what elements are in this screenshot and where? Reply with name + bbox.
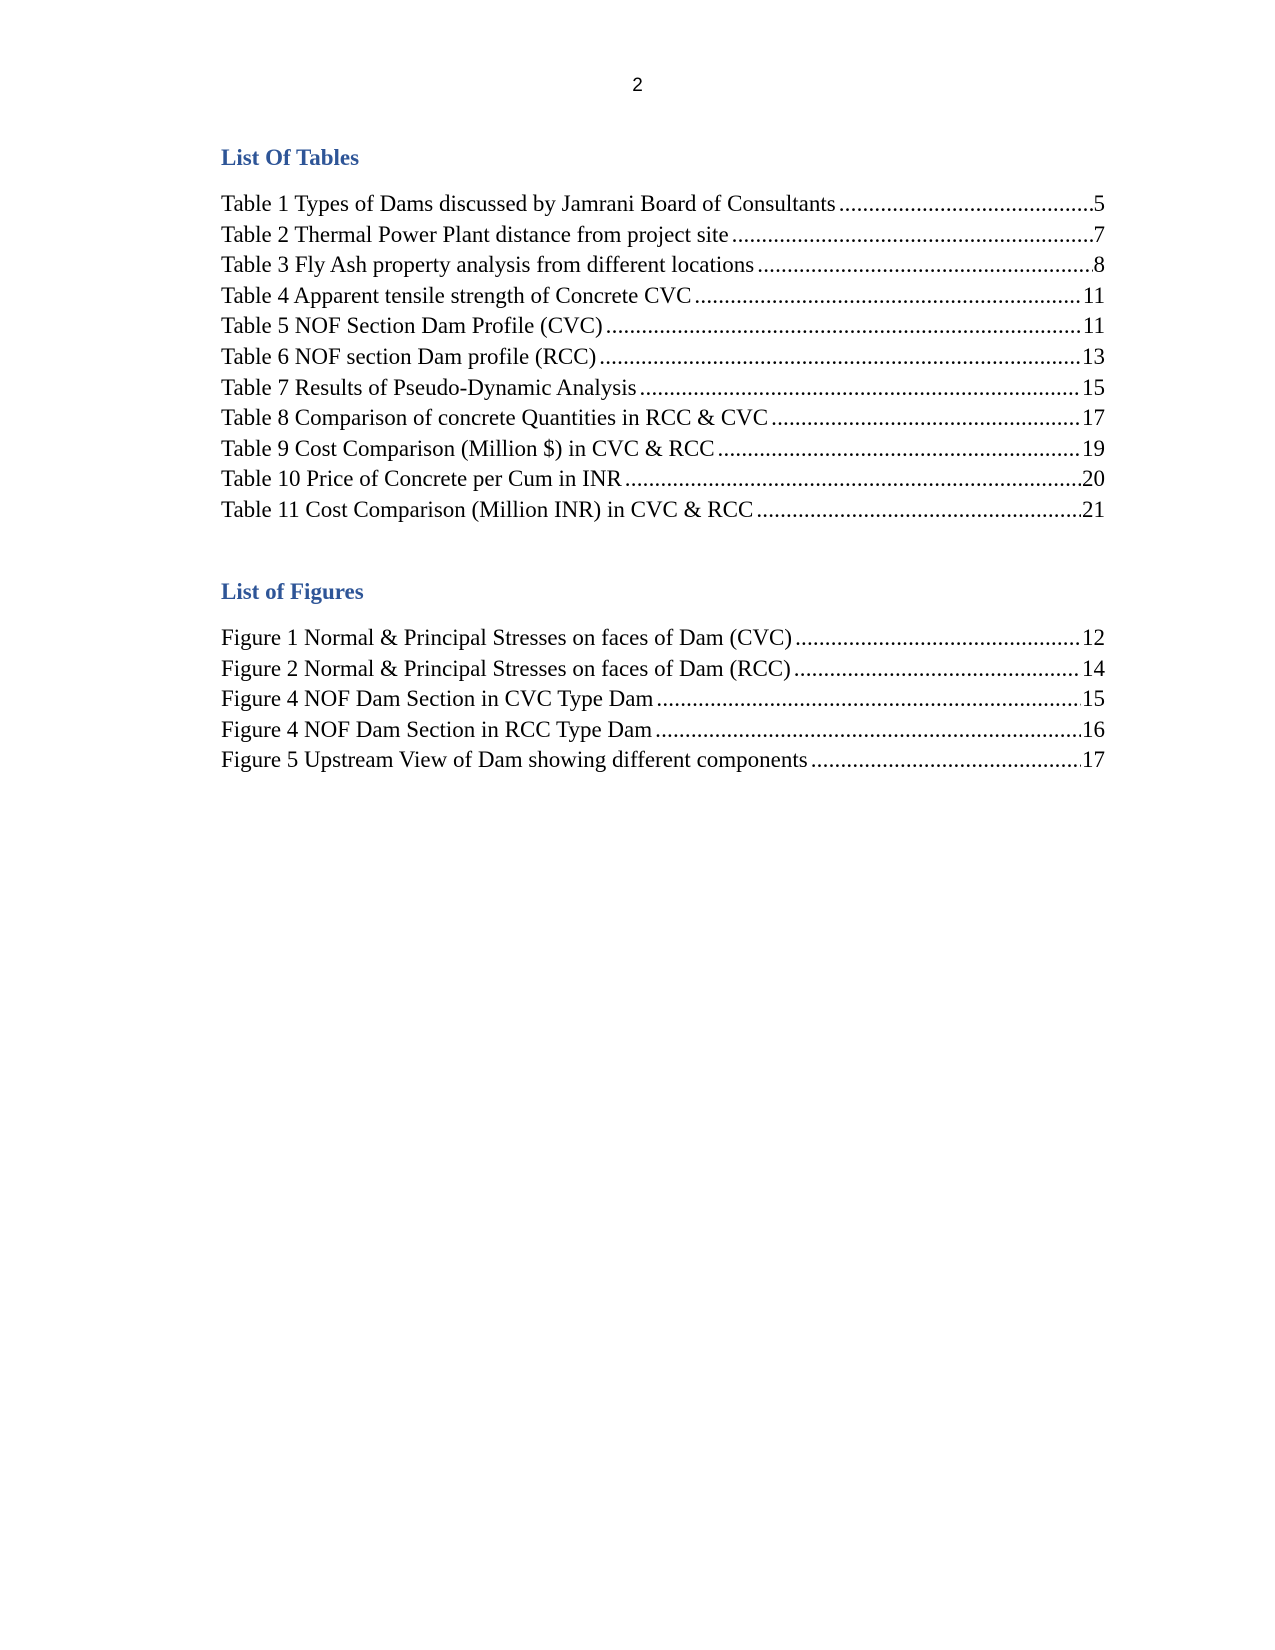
list-of-tables-section — [221, 144, 1105, 526]
dot-leader — [794, 654, 1081, 685]
toc-entry-table-4[interactable] — [221, 281, 1105, 312]
page-number: 2 — [632, 75, 643, 96]
toc-entry-figure-1[interactable] — [221, 623, 1105, 654]
entry-title: Table 2 Thermal Power Plant distance from project site — [221, 221, 729, 247]
dot-leader — [599, 342, 1081, 373]
list-of-tables — [221, 189, 1105, 526]
entry-title: Table 1 Types of Dams discussed by Jamrani Board of Consultants — [221, 191, 836, 216]
entry-title: Figure 2 Normal & Principal Stresses on faces of Dam (RCC) — [221, 655, 791, 681]
entry-title: Table 5 NOF Section Dam Profile (CVC) — [221, 313, 603, 339]
entry-title: Table 11 Cost Comparison (Million INR) in CVC & RCC — [221, 496, 754, 522]
dot-leader — [839, 189, 1093, 220]
toc-entry-table-3[interactable] — [221, 250, 1105, 281]
entry-title: Table 3 Fly Ash property analysis from different locations — [221, 252, 755, 278]
toc-entry-table-2[interactable] — [221, 220, 1105, 251]
entry-page-number: 16 — [1082, 716, 1105, 742]
dot-leader — [732, 220, 1093, 251]
entry-page-number: 15 — [1082, 686, 1105, 712]
entry-title: Table 8 Comparison of concrete Quantities in RCC & CVC — [221, 405, 769, 431]
toc-entry-table-1[interactable] — [221, 189, 1105, 220]
dot-leader — [694, 281, 1081, 312]
toc-entry-figure-2[interactable] — [221, 654, 1105, 685]
entry-page-number: 11 — [1082, 313, 1105, 339]
dot-leader — [655, 715, 1081, 746]
toc-entry-table-5[interactable] — [221, 311, 1105, 342]
dot-leader — [811, 745, 1081, 776]
entry-page-number: 14 — [1082, 655, 1105, 681]
dot-leader — [606, 311, 1082, 342]
entry-page-number: 20 — [1082, 466, 1105, 492]
entry-page-number: 15 — [1082, 374, 1105, 400]
toc-entry-table-10[interactable] — [221, 464, 1105, 495]
entry-title: Figure 4 NOF Dam Section in RCC Type Dam — [221, 716, 653, 742]
entry-title: Figure 1 Normal & Principal Stresses on faces of Dam (CVC) — [221, 625, 793, 650]
toc-entry-table-8[interactable] — [221, 403, 1105, 434]
entry-page-number: 12 — [1082, 625, 1105, 650]
toc-entry-table-6[interactable] — [221, 342, 1105, 373]
entry-title: Table 4 Apparent tensile strength of Concrete CVC — [221, 282, 692, 308]
entry-page-number: 17 — [1082, 405, 1105, 431]
entry-page-number: 13 — [1082, 343, 1105, 369]
dot-leader — [757, 250, 1092, 281]
dot-leader — [718, 434, 1081, 465]
list-of-figures-heading: List of Figures — [221, 579, 364, 604]
dot-leader — [625, 464, 1081, 495]
dot-leader — [771, 403, 1081, 434]
dot-leader — [640, 373, 1081, 404]
dot-leader — [756, 495, 1081, 526]
dot-leader — [795, 623, 1081, 654]
toc-entry-table-11[interactable] — [221, 495, 1105, 526]
entry-page-number: 7 — [1093, 221, 1105, 247]
entry-title: Table 6 NOF section Dam profile (RCC) — [221, 343, 597, 369]
entry-page-number: 5 — [1093, 191, 1105, 216]
entry-title: Figure 4 NOF Dam Section in CVC Type Dam — [221, 686, 654, 712]
list-of-figures — [221, 623, 1105, 776]
entry-title: Table 7 Results of Pseudo-Dynamic Analysis — [221, 374, 637, 400]
toc-entry-figure-3[interactable] — [221, 684, 1105, 715]
list-of-figures-section — [221, 578, 1105, 776]
toc-entry-table-7[interactable] — [221, 373, 1105, 404]
entry-page-number: 8 — [1093, 252, 1105, 278]
toc-entry-figure-4[interactable] — [221, 715, 1105, 746]
toc-entry-table-9[interactable] — [221, 434, 1105, 465]
entry-title: Figure 5 Upstream View of Dam showing different components — [221, 747, 808, 773]
entry-page-number: 21 — [1082, 496, 1105, 522]
entry-page-number: 17 — [1082, 747, 1105, 773]
entry-page-number: 11 — [1082, 282, 1105, 308]
entry-title: Table 10 Price of Concrete per Cum in INR — [221, 466, 622, 492]
list-of-tables-heading: List Of Tables — [221, 145, 360, 170]
toc-entry-figure-5[interactable] — [221, 745, 1105, 776]
entry-title: Table 9 Cost Comparison (Million $) in CVC & RCC — [221, 435, 715, 461]
entry-page-number: 19 — [1082, 435, 1105, 461]
dot-leader — [656, 684, 1081, 715]
